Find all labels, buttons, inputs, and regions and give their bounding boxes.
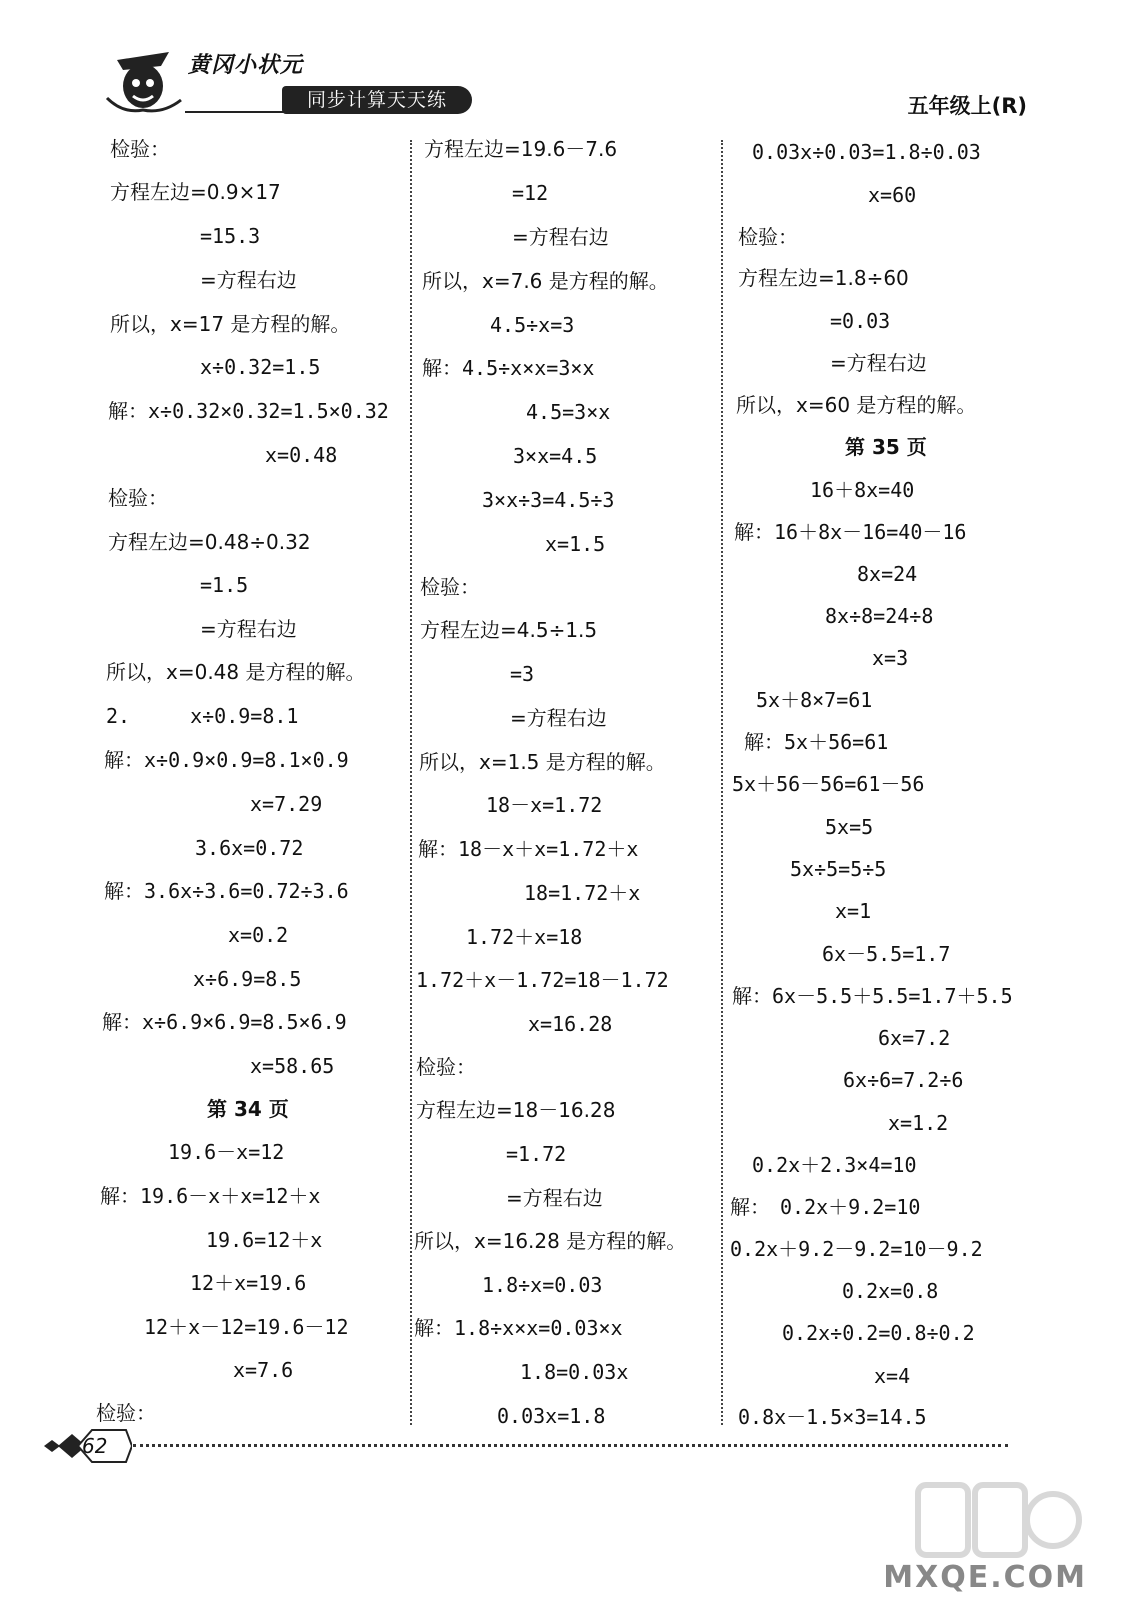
text-line: 方程左边=0.9×17 (110, 180, 281, 204)
text-line: 解：x÷6.9×6.9=8.5×6.9 (102, 1010, 347, 1034)
text-line: 3×x=4.5 (513, 444, 598, 468)
grade-label: 五年级上(R) (907, 94, 1027, 118)
text-line: =方程右边 (512, 225, 609, 249)
text-line: 18－x=1.72 (486, 793, 603, 817)
text-line: =12 (512, 181, 549, 205)
text-line: 6x=7.2 (878, 1026, 951, 1050)
text-line: x=1 (835, 899, 872, 923)
text-line: x=4 (874, 1364, 911, 1388)
text-line: 检验： (738, 225, 798, 249)
text-line: 方程左边=0.48÷0.32 (108, 530, 311, 554)
page-heading: 第 35 页 (845, 435, 927, 459)
text-line: 0.2x＋2.3×4=10 (752, 1153, 917, 1177)
text-line: 检验： (108, 486, 168, 510)
text-line: 解：x÷0.32×0.32=1.5×0.32 (108, 399, 389, 423)
brand-name: 黄冈小状元 (188, 53, 304, 78)
text-line: x÷6.9=8.5 (193, 967, 302, 991)
page-header (0, 0, 1123, 125)
page-heading: 第 34 页 (207, 1097, 289, 1121)
text-line: 12＋x=19.6 (190, 1271, 307, 1295)
text-line: 检验： (416, 1055, 476, 1079)
text-line: 解：18－x＋x=1.72＋x (418, 837, 639, 861)
text-line: 方程左边=4.5÷1.5 (420, 618, 598, 642)
text-line: 所以，x=16.28 是方程的解。 (414, 1229, 687, 1253)
text-line: 方程左边=19.6－7.6 (424, 137, 618, 161)
text-line: 5x＋56－56=61－56 (732, 772, 925, 796)
text-line: x=3 (872, 646, 909, 670)
text-line: 3×x÷3=4.5÷3 (482, 488, 615, 512)
text-line: 5x÷5=5÷5 (790, 857, 887, 881)
text-line: 所以，x=0.48 是方程的解。 (106, 660, 366, 684)
text-line: 19.6－x=12 (168, 1140, 285, 1164)
text-line: 所以，x=60 是方程的解。 (736, 393, 977, 417)
text-line: x=0.48 (265, 443, 338, 467)
text-line: 解：19.6－x＋x=12＋x (100, 1184, 321, 1208)
text-line: 18=1.72＋x (524, 881, 641, 905)
text-line: 1.72＋x=18 (466, 925, 583, 949)
text-line: 16＋8x=40 (810, 478, 915, 502)
text-line: 1.8=0.03x (520, 1360, 629, 1384)
text-line: 2. x÷0.9=8.1 (106, 704, 299, 728)
text-line: x=60 (868, 183, 917, 207)
text-line: x=16.28 (528, 1012, 613, 1036)
text-line: x=0.2 (228, 923, 289, 947)
text-line: x÷0.32=1.5 (200, 355, 321, 379)
text-line: 0.8x－1.5×3=14.5 (738, 1405, 927, 1429)
text-line: =1.5 (200, 573, 249, 597)
watermark-text: MXQE.COM (883, 1560, 1087, 1595)
text-line: =方程右边 (510, 706, 607, 730)
text-line: 检验： (96, 1401, 156, 1425)
text-line: 8x=24 (857, 562, 918, 586)
text-line: x=1.2 (888, 1111, 949, 1135)
text-line: 所以，x=7.6 是方程的解。 (422, 269, 669, 293)
text-line: 解： 0.2x＋9.2=10 (730, 1195, 921, 1219)
text-line: =3 (510, 662, 535, 686)
text-line: 解：x÷0.9×0.9=8.1×0.9 (104, 748, 349, 772)
footer-dotted-line (133, 1444, 1008, 1447)
text-line: 0.03x=1.8 (497, 1404, 606, 1428)
text-line: 0.2x=0.8 (842, 1279, 939, 1303)
text-line: x=7.6 (233, 1358, 294, 1382)
text-line: 方程左边=18－16.28 (416, 1098, 616, 1122)
text-line: 解：16＋8x－16=40－16 (734, 520, 967, 544)
text-line: 解：5x＋56=61 (744, 730, 889, 754)
text-line: 1.8÷x=0.03 (482, 1273, 603, 1297)
text-line: 解：6x－5.5＋5.5=1.7＋5.5 (732, 984, 1013, 1008)
text-line: x=58.65 (250, 1054, 335, 1078)
text-line: 检验： (110, 137, 170, 161)
text-line: 4.5÷x=3 (490, 313, 575, 337)
text-line: x=7.29 (250, 792, 323, 816)
text-line: 8x÷8=24÷8 (825, 604, 934, 628)
text-line: 0.2x÷0.2=0.8÷0.2 (782, 1321, 975, 1345)
text-line: 0.03x÷0.03=1.8÷0.03 (752, 140, 981, 164)
text-line: 所以，x=1.5 是方程的解。 (419, 750, 666, 774)
text-line: 所以，x=17 是方程的解。 (110, 312, 351, 336)
page-number: 62 (82, 1434, 108, 1458)
column-divider (410, 140, 412, 1425)
text-line: 0.2x＋9.2－9.2=10－9.2 (730, 1237, 983, 1261)
text-line: 6x÷6=7.2÷6 (843, 1068, 964, 1092)
text-line: 解：1.8÷x×x=0.03×x (414, 1316, 623, 1340)
text-line: 4.5=3×x (526, 400, 611, 424)
text-line: =方程右边 (200, 268, 297, 292)
scholar-mascot-icon (103, 38, 183, 118)
text-line: 5x=5 (825, 815, 874, 839)
text-line: 12＋x－12=19.6－12 (144, 1315, 349, 1339)
text-line: =1.72 (506, 1142, 567, 1166)
text-line: 6x－5.5=1.7 (822, 942, 951, 966)
series-subtitle: 同步计算天天练 (282, 86, 472, 114)
header-underline (185, 111, 295, 113)
text-line: =方程右边 (506, 1186, 603, 1210)
text-line: 检验： (420, 575, 480, 599)
column-divider (721, 140, 723, 1425)
text-line: =方程右边 (830, 351, 927, 375)
text-line: 3.6x=0.72 (195, 836, 304, 860)
text-line: 方程左边=1.8÷60 (738, 266, 909, 290)
text-line: 5x＋8×7=61 (756, 688, 873, 712)
text-line: x=1.5 (545, 532, 606, 556)
text-line: 解：3.6x÷3.6=0.72÷3.6 (104, 879, 349, 903)
text-line: =15.3 (200, 224, 261, 248)
text-line: =方程右边 (200, 617, 297, 641)
text-line: 解：4.5÷x×x=3×x (422, 356, 595, 380)
text-line: 1.72＋x－1.72=18－1.72 (416, 968, 669, 992)
text-line: 19.6=12＋x (206, 1228, 323, 1252)
text-line: =0.03 (830, 309, 891, 333)
